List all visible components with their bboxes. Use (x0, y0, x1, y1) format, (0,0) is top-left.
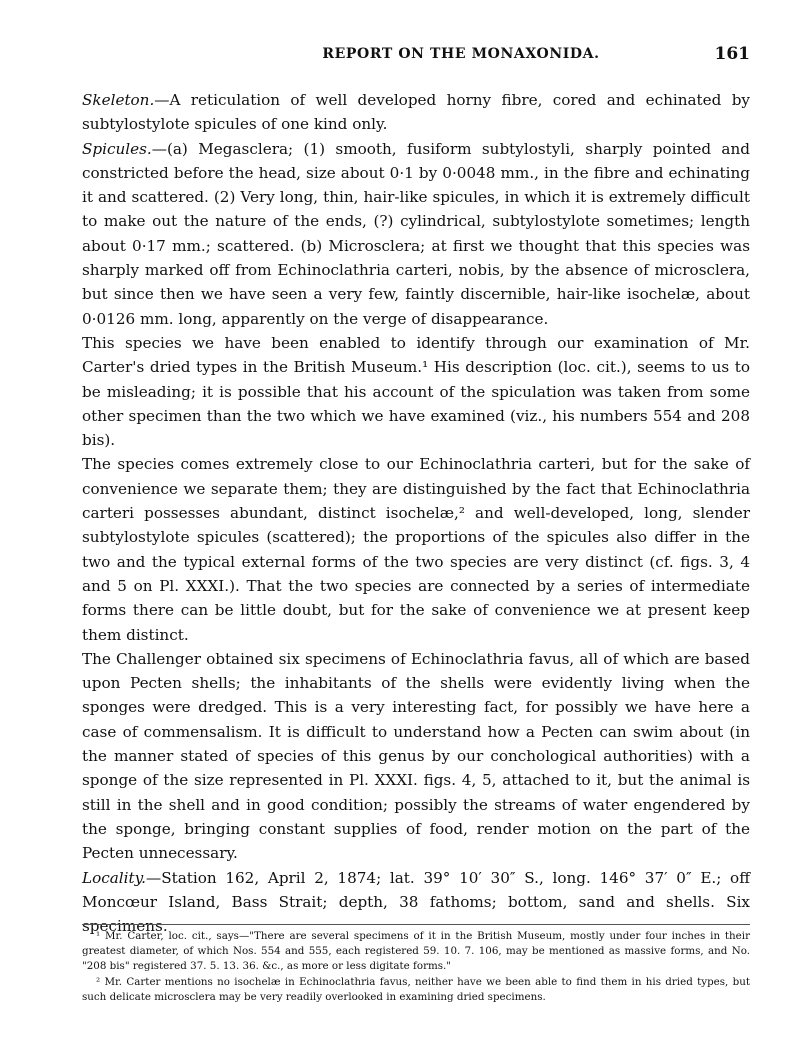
paragraph-text: The species comes extremely close to our Echinoclathria carteri, but for the sake of convenience we separate them; they are distinguished by the fact that Echinoclathria carteri possesses abundant, distinct isochelæ,² and well-developed, long, slender subtylostylote spicules (scattered); the proportions of the spicules also differ in the two and the typical external forms of the two species are very distinct (cf. figs. 3, 4 and 5 on Pl. XXXI.). That the two species are connected by a series of intermediate forms there can be little doubt, but for the sake of convenience we at present keep them distinct. (82, 455, 750, 644)
paragraph-text: —(a) Megasclera; (1) smooth, fusiform subtylostyli, sharply pointed and constricted before the head, size about 0·1 by 0·0048 mm., in the fibre and echinating it and scattered. (2) Very long, thin, hair-like spicules, in which it is extremely difficult to make out the nature of the ends, (?) cylindrical, subtylostylote sometimes; length about 0·17 mm.; scattered. (b) Microsclera; at first we thought that this species was sharply marked off from Echinoclathria carteri, nobis, by the absence of microsclera, but since then we have seen a very few, faintly discernible, hair-like isochelæ, about 0·0126 mm. long, apparently on the verge of disappearance. (82, 139, 750, 328)
footnote-2: ² Mr. Carter mentions no isochelæ in Echinoclathria favus, neither have we been able to find them in his dried types, but such delicate microsclera may be very readily overlooked in examining dried specimens. (82, 975, 750, 1003)
paragraph-text: —Station 162, April 2, 1874; lat. 39° 10′ 30″ S., long. 146° 37′ 0″ E.; off Moncœur Island, Bass Strait; depth, 38 fathoms; bottom, sand and shells. Six specimens. (82, 868, 750, 936)
section-label-skeleton: Skeleton. (82, 91, 155, 109)
body-text (82, 88, 750, 938)
paragraph-text: This species we have been enabled to identify through our examination of Mr. Carter's dried types in the British Museum.¹ His description (loc. cit.), seems to us to be misleading; it is possible that his account of the spiculation was taken from some other specimen than the two which we have examined (viz., his numbers 554 and 208 bis). (82, 333, 750, 450)
section-label-spicules: Spicules. (82, 139, 152, 158)
footnotes (82, 924, 750, 1005)
page-number: 161 (714, 44, 750, 64)
footnote-1: ¹ Mr. Carter, loc. cit., says—"There are several specimens of it in the British Museum, mostly under four inches in their greatest diameter, of which Nos. 554 and 555, each registered 59. 10. 7. 106, may be mentioned as massive forms, and No. "208 bis" registered 37. 5. 13. 36. &c., as more or less digitate forms." (82, 930, 750, 973)
paragraph-text: The Challenger obtained six specimens of Echinoclathria favus, all of which are based upon Pecten shells; the inhabitants of the shells were evidently living when the sponges were dredged. This is a very interesting fact, for possibly we have here a case of commensalism. It is difficult to understand how a Pecten can swim about (in the manner stated of species of this genus by our conchological authorities) with a sponge of the size represented in Pl. XXXI. figs. 4, 5, attached to it, but the animal is still in the shell and in good condition; possibly the streams of water engendered by the sponge, bringing constant supplies of food, render motion on the part of the Pecten unnecessary. (82, 649, 750, 863)
running-title: REPORT ON THE MONAXONIDA. (322, 46, 600, 62)
paragraph-skeleton (82, 88, 750, 137)
paragraph-spicules (82, 137, 750, 331)
paragraph-comparison (82, 452, 750, 646)
paragraph-identification (82, 331, 750, 452)
paragraph-commensalism (82, 647, 750, 866)
page-header (82, 46, 750, 70)
paragraph-text: —A reticulation of well developed horny fibre, cored and echinated by subtylostylote spicules of one kind only. (82, 91, 750, 134)
section-label-locality: Locality. (82, 868, 146, 887)
